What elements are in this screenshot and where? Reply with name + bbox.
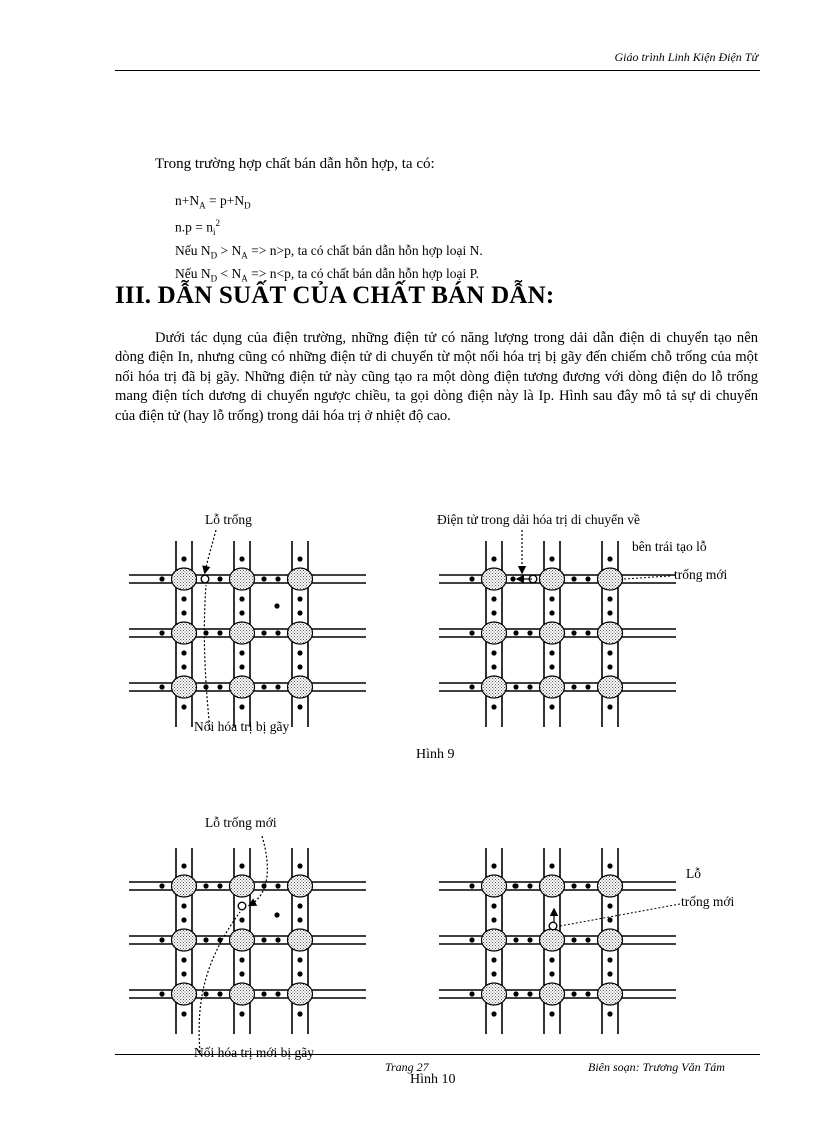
electron — [607, 596, 612, 601]
electron — [239, 650, 244, 655]
electron — [217, 630, 222, 635]
atom — [172, 622, 197, 644]
electron — [217, 883, 222, 888]
electron — [261, 630, 266, 635]
electron — [607, 917, 612, 922]
electron — [181, 610, 186, 615]
hole-pointer-arrow — [205, 530, 216, 572]
electron — [159, 630, 164, 635]
electron — [585, 937, 590, 942]
label-right-line1: Lỗ — [686, 866, 701, 881]
atom — [540, 929, 565, 951]
free-electron — [512, 883, 517, 888]
electron — [549, 556, 554, 561]
electron — [607, 957, 612, 962]
electron — [181, 664, 186, 669]
electron — [491, 917, 496, 922]
electron — [549, 610, 554, 615]
electron — [549, 957, 554, 962]
label-broken-bond: Nối hóa trị bị gãy — [194, 719, 290, 734]
atom — [230, 983, 255, 1005]
electron — [297, 1011, 302, 1016]
new-hole-pointer-right — [560, 904, 680, 926]
atom — [288, 676, 313, 698]
label-new-hole: Lỗ trống mới — [205, 815, 277, 830]
hole — [549, 922, 557, 930]
formula-1: $n+N_A = p+N_D$ — [175, 193, 251, 211]
lattice-layer — [129, 541, 676, 1034]
electron — [217, 937, 222, 942]
electron — [239, 971, 244, 976]
free-electron — [510, 576, 515, 581]
electron — [549, 1011, 554, 1016]
electron — [159, 883, 164, 888]
figure9-caption: Hình 9 — [416, 747, 455, 762]
label-electron-line2: bên trái tạo lỗ — [632, 539, 707, 554]
electron — [297, 556, 302, 561]
atom — [172, 929, 197, 951]
electron — [585, 684, 590, 689]
electron — [181, 957, 186, 962]
electron — [585, 576, 590, 581]
atom — [482, 875, 507, 897]
electron — [297, 971, 302, 976]
electron — [491, 596, 496, 601]
atom — [598, 622, 623, 644]
atom — [482, 983, 507, 1005]
atom — [230, 875, 255, 897]
electron — [181, 556, 186, 561]
electron — [203, 991, 208, 996]
electron — [585, 630, 590, 635]
electron — [217, 684, 222, 689]
atom — [598, 875, 623, 897]
electron — [549, 704, 554, 709]
electron — [585, 991, 590, 996]
electron — [217, 991, 222, 996]
label-electron-line1: Điện tử trong dải hóa trị di chuyển về — [437, 512, 641, 527]
electron — [469, 937, 474, 942]
label-hole: Lỗ trống — [205, 512, 252, 527]
electron — [297, 596, 302, 601]
atom — [540, 875, 565, 897]
footer-author: Biên soạn: Trương Văn Tám — [588, 1060, 725, 1074]
atom — [598, 983, 623, 1005]
electron — [297, 704, 302, 709]
atom — [230, 622, 255, 644]
electron — [549, 596, 554, 601]
electron — [217, 576, 222, 581]
electron — [181, 650, 186, 655]
atom — [540, 568, 565, 590]
header-title: Giáo trình Linh Kiện Điện Tử — [614, 50, 758, 64]
electron — [491, 957, 496, 962]
electron — [571, 630, 576, 635]
electron — [513, 937, 518, 942]
electron — [491, 903, 496, 908]
electron — [549, 664, 554, 669]
electron — [585, 883, 590, 888]
electron — [275, 937, 280, 942]
electron — [607, 903, 612, 908]
electron — [297, 863, 302, 868]
electron — [469, 684, 474, 689]
electron — [261, 684, 266, 689]
atom — [482, 676, 507, 698]
hole — [201, 575, 209, 583]
formula-3: Nếu $N_D > N_A => n>p$, ta có chất bán dẫn hỗn hợp loại N. — [175, 242, 483, 261]
electron — [469, 883, 474, 888]
free-electron — [274, 912, 279, 917]
atom — [598, 676, 623, 698]
electron — [239, 917, 244, 922]
section-heading: III. DẪN SUẤT CỦA CHẤT BÁN DẪN: — [115, 282, 555, 309]
atom — [482, 622, 507, 644]
free-electron — [274, 603, 279, 608]
electron — [527, 991, 532, 996]
electron — [607, 650, 612, 655]
figure10-caption: Hình 10 — [410, 1072, 456, 1087]
electron — [239, 556, 244, 561]
atom — [540, 676, 565, 698]
electron — [239, 863, 244, 868]
label-new-broken-bond: Nối hóa trị mới bị gãy — [194, 1045, 314, 1060]
electron — [239, 610, 244, 615]
electron — [275, 991, 280, 996]
electron — [513, 991, 518, 996]
atom — [230, 676, 255, 698]
atom — [172, 875, 197, 897]
electron — [607, 610, 612, 615]
footer-page: Trang 27 — [385, 1060, 429, 1074]
electron — [491, 863, 496, 868]
electron — [469, 630, 474, 635]
label-right-line2: trống mới — [681, 894, 735, 909]
electron — [571, 684, 576, 689]
electron — [469, 576, 474, 581]
electron — [297, 917, 302, 922]
electron — [491, 650, 496, 655]
electron — [203, 937, 208, 942]
electron — [159, 937, 164, 942]
electron — [607, 863, 612, 868]
electron — [491, 610, 496, 615]
electron — [297, 903, 302, 908]
electron — [607, 704, 612, 709]
electron — [181, 903, 186, 908]
electron — [261, 576, 266, 581]
electron — [239, 596, 244, 601]
electron — [181, 704, 186, 709]
intro-text: Trong trường hợp chất bán dẫn hỗn hợp, ta có: — [155, 156, 435, 172]
atom — [482, 929, 507, 951]
electron — [469, 991, 474, 996]
electron — [239, 957, 244, 962]
electron — [571, 576, 576, 581]
new-hole-pointer — [624, 576, 670, 579]
electron — [527, 684, 532, 689]
atom — [288, 929, 313, 951]
electron — [607, 664, 612, 669]
atom — [288, 983, 313, 1005]
label-electron-line3: trống mới — [674, 567, 728, 582]
electron — [297, 957, 302, 962]
electron — [275, 630, 280, 635]
broken-bond-pointer — [204, 585, 210, 730]
hole — [238, 902, 246, 910]
atom — [172, 983, 197, 1005]
atom — [230, 929, 255, 951]
electron — [261, 991, 266, 996]
electron — [513, 684, 518, 689]
electron — [571, 937, 576, 942]
atom — [540, 622, 565, 644]
atom — [540, 983, 565, 1005]
electron — [571, 991, 576, 996]
body-paragraph-text: Dưới tác dụng của điện trường, những điện tử có năng lượng trong dải dẫn điện di chuyển tạo nên dòng điện In, nhưng cũng có những điện tử di chuyển từ một nối hóa trị bị gãy đến chiếm chỗ trống của một nối hóa trị đã bị gãy. Những điện tử này cũng tạo ra một dòng điện tương đương với dòng điện do lỗ trống mang điện tích dương di chuyển ngược chiều, ta gọi dòng điện này là Ip. Hình sau đây mô tả sự di chuyển của điện tử (hay lỗ trống) trong dải hóa trị ở nhiệt độ cao. — [115, 330, 758, 424]
electron — [203, 883, 208, 888]
electron — [159, 684, 164, 689]
atom — [172, 568, 197, 590]
electron — [527, 630, 532, 635]
electron — [527, 883, 532, 888]
atom — [288, 622, 313, 644]
electron — [159, 576, 164, 581]
electron — [297, 650, 302, 655]
atom — [598, 929, 623, 951]
electron — [275, 684, 280, 689]
atom — [230, 568, 255, 590]
formula-4: Nếu $N_D < N_A => n<p$, ta có chất bán dẫn hỗn hợp loại P. — [175, 266, 480, 284]
electron — [181, 863, 186, 868]
electron — [275, 576, 280, 581]
electron — [491, 1011, 496, 1016]
atom — [598, 568, 623, 590]
electron — [527, 937, 532, 942]
electron — [607, 1011, 612, 1016]
atom — [482, 568, 507, 590]
electron — [239, 1011, 244, 1016]
electron — [275, 883, 280, 888]
formula-2: $n.p = n_i^2$ — [175, 218, 221, 238]
electron — [571, 883, 576, 888]
electron — [297, 664, 302, 669]
electron — [181, 596, 186, 601]
atom — [172, 676, 197, 698]
electron — [159, 991, 164, 996]
electron — [239, 704, 244, 709]
footer-rule — [115, 1054, 760, 1055]
electron — [239, 664, 244, 669]
electron — [181, 1011, 186, 1016]
electron — [549, 971, 554, 976]
atom — [288, 568, 313, 590]
electron — [549, 863, 554, 868]
electron — [491, 704, 496, 709]
atom — [288, 875, 313, 897]
electron — [261, 937, 266, 942]
electron — [607, 971, 612, 976]
electron — [513, 630, 518, 635]
electron — [181, 971, 186, 976]
electron — [297, 610, 302, 615]
electron — [491, 556, 496, 561]
electron — [181, 917, 186, 922]
new-hole-pointer-left — [250, 836, 267, 905]
electron — [549, 650, 554, 655]
electron — [607, 556, 612, 561]
electron — [491, 971, 496, 976]
electron — [491, 664, 496, 669]
